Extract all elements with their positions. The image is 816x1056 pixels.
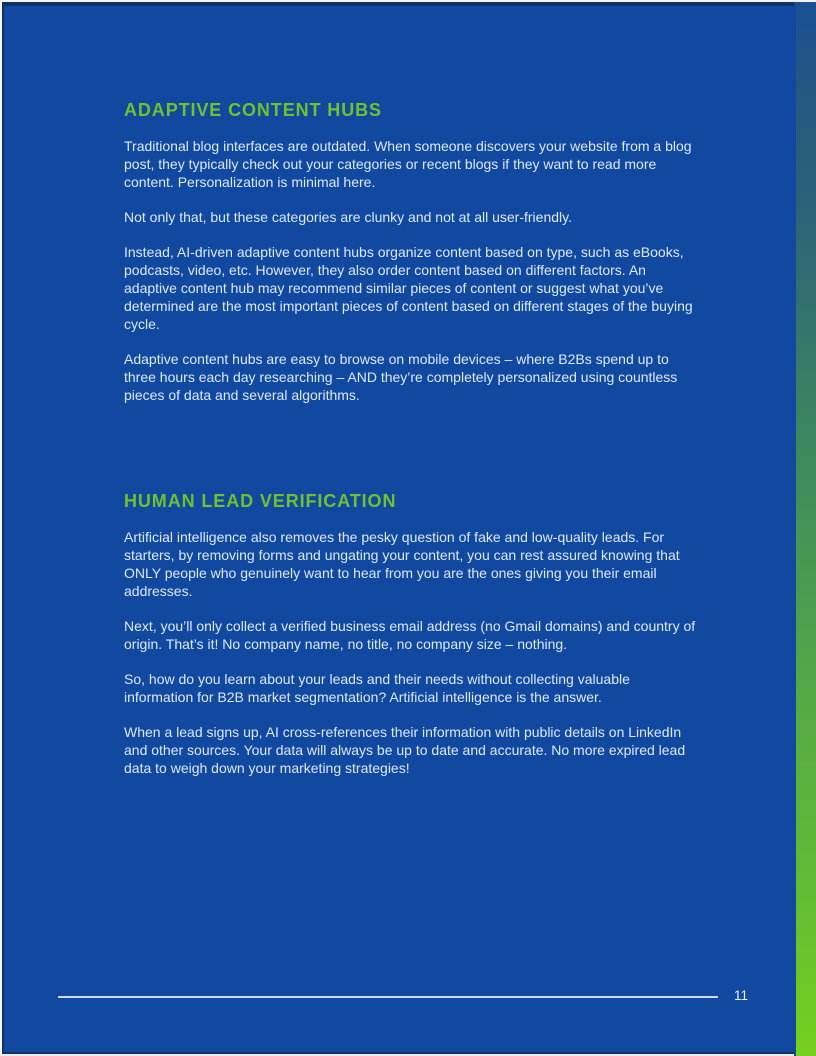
section-heading: HUMAN LEAD VERIFICATION [124, 490, 397, 511]
navy-frame-left [2, 2, 4, 1054]
page-number: 11 [734, 988, 749, 1003]
footer-rule [58, 996, 718, 998]
paragraph: Adaptive content hubs are easy to browse on mobile devices – where B2Bs spend up to three hours each day researching – AND they’re completely personalized using countless pieces of data and several algorithms. [124, 350, 678, 403]
paragraph: When a lead signs up, AI cross-references their information with public details on LinkedIn and other sources. Your data will always be up to date and accurate. No more expired lead data to weigh down your marketing strategies! [124, 723, 686, 776]
paragraph: Traditional blog interfaces are outdated. When someone discovers your website from a blog post, they typically check out your categories or recent blogs if they want to read more content. Personalization is minimal here. [124, 137, 692, 190]
paragraph: Instead, AI-driven adaptive content hubs organize content based on type, such as eBooks, podcasts, video, etc. However, they also order content based on different factors. An adaptive content hub may recommend similar pieces of content or suggest what you’ve determined are the most important pieces of content based on different stages of the buying cycle. [124, 243, 693, 332]
paragraph: Next, you’ll only collect a verified business email address (no Gmail domains) and country of origin. That’s it! No company name, no title, no company size – nothing. [124, 617, 696, 652]
navy-frame-bottom [2, 1052, 794, 1054]
paragraph: Artificial intelligence also removes the pesky question of fake and low-quality leads. For starters, by removing forms and ungating your content, you can rest assured knowing that ONLY people who genuinely want to hear from you are the ones giving you their email addresses. [124, 528, 680, 599]
section-adaptive-content-hubs [124, 101, 699, 404]
page-content [124, 6, 699, 794]
accent-gradient-strip [796, 2, 816, 1056]
section-human-lead-verification [124, 492, 699, 777]
section-heading: ADAPTIVE CONTENT HUBS [124, 100, 382, 120]
paragraph: Not only that, but these categories are clunky and not at all user-friendly. [124, 208, 572, 225]
paragraph: So, how do you learn about your leads and their needs without collecting valuable information for B2B market segmentation? Artificial intelligence is the answer. [124, 670, 630, 705]
